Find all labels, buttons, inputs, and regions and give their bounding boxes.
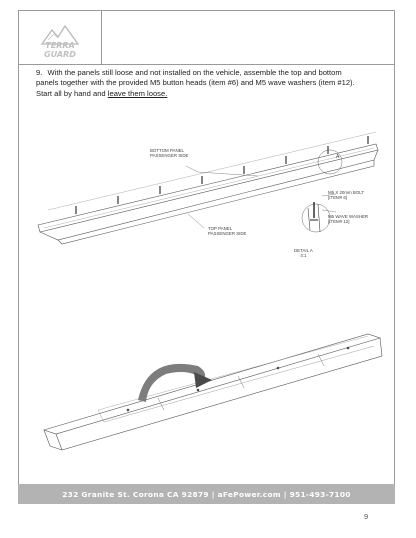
footer-bar [18, 484, 395, 504]
header-rule [102, 64, 395, 65]
top-panel-label [208, 226, 246, 237]
detail-callout: A [336, 154, 340, 160]
detail-label [294, 248, 313, 259]
bottom-panel-label [150, 148, 188, 159]
terra-guard-logo [18, 10, 102, 65]
detail-label-line1: DETAIL A [294, 248, 313, 253]
washer-label-line2: [ITEM# 12] [328, 219, 350, 225]
top-panel-label-line2: PASSENGER SIDE [208, 231, 247, 237]
detail-label-line2: 4:1 [300, 253, 307, 259]
page-number: 9 [364, 512, 369, 521]
bottom-panel-label-line2: PASSENGER SIDE [150, 153, 189, 159]
washer-label [328, 214, 368, 225]
bolt-label-line2: [ITEM# 6] [328, 195, 348, 201]
washer-label-line1: M5 WAVE WASHER [328, 214, 369, 219]
step-emphasis: leave them loose. [107, 88, 168, 98]
svg-text:TERRA: TERRA [45, 41, 75, 50]
step-text: With the panels still loose and not installed on the vehicle, assemble the top and bottom panels together with the provided M5 button heads (item #6) and M5 wave washers (item #12). Start all by hand and [36, 68, 355, 98]
logo-box [18, 10, 102, 65]
svg-text:GUARD: GUARD [44, 50, 76, 59]
bolt-label [328, 190, 364, 201]
step-number: 9. [36, 68, 43, 77]
bolt-label-line1: M5 X 20mm BOLT [328, 190, 365, 195]
step-instruction [36, 68, 366, 99]
top-panel-label-line1: TOP PANEL [208, 226, 233, 231]
bottom-panel-label-line1: BOTTOM PANEL [150, 148, 184, 153]
assembly-drawing [18, 110, 395, 470]
footer-contact: 232 Granite St. Corona CA 92879 | aFePower.com | 951-493-7100 [62, 489, 351, 499]
